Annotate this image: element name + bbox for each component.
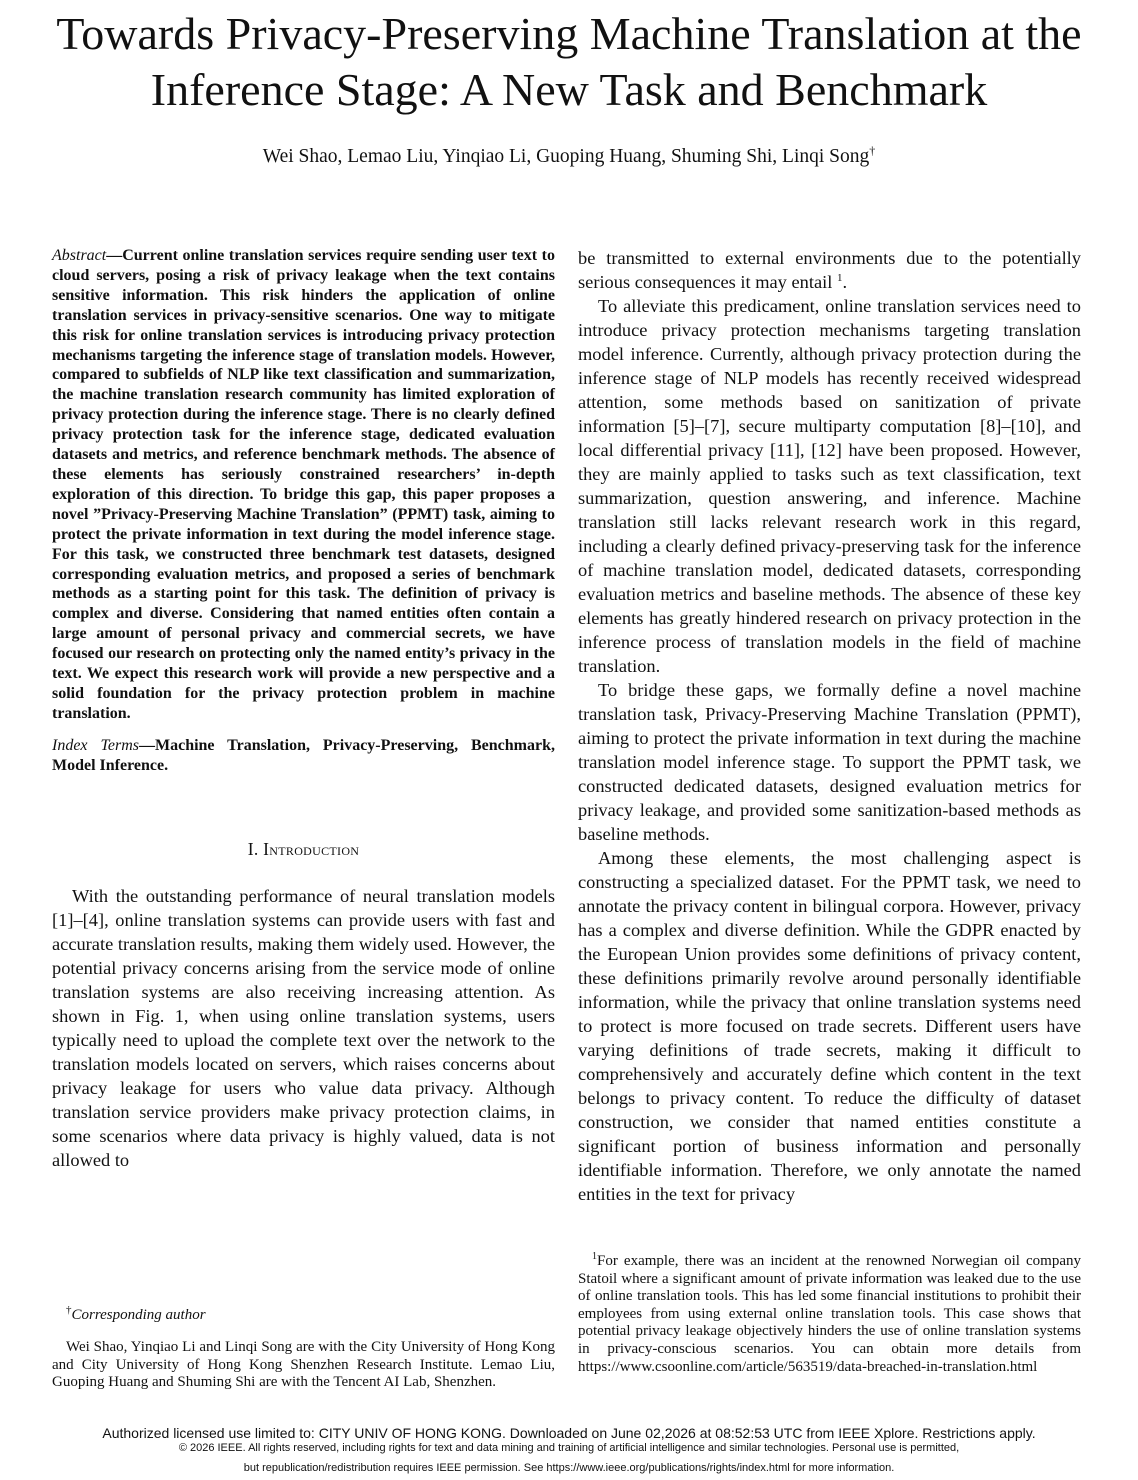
- footnote-ref-1: 1: [836, 271, 843, 284]
- corresponding-author-note: [52, 1302, 555, 1325]
- footnote-1: [578, 1248, 1081, 1376]
- license-notice: Authorized licensed use limited to: CITY UNIV OF HONG KONG. Downloaded on June 02,2026 at 08:52:53 UTC from IEEE Xplore. Restrictions apply.: [102, 1425, 1036, 1441]
- right-paragraph-4: Among these elements, the most challenging aspect is constructing a specialized dataset. For the PPMT task, we need to annotate the privacy content in bilingual corpora. However, privacy has a complex and diverse definition. While the GDPR enacted by the European Union provides some definitions of privacy content, these definitions primarily revolve around personally identifiable information, while the privacy that online translation systems need to protect is more focused on trade secrets. Different users have varying definitions of trade secrets, making it difficult to comprehensively and accurately define which content in the text belongs to privacy content. To reduce the difficulty of dataset construction, we consider that named entities constitute a significant portion of business information and personally identifiable information. Therefore, we only annotate the named entities in the text for privacy: [578, 848, 1081, 1204]
- index-terms: [52, 736, 555, 776]
- corresponding-mark: †: [869, 143, 876, 158]
- section-heading-text: I. Introduction: [247, 838, 360, 859]
- abstract: [52, 246, 555, 724]
- right-paragraph-3: To bridge these gaps, we formally define a novel machine translation task, Privacy-Preserving Machine Translation (PPMT), aiming to protect the private information in text during the machine translation model inference stage. To support the PPMT task, we constructed dedicated datasets, designed evaluation metrics for privacy leakage, and provided some sanitization-based methods as baseline methods.: [578, 680, 1081, 844]
- abstract-text: Current online translation services require sending user text to cloud servers, posing a risk of privacy leakage when the text contains sensitive information. This risk hinders the application of online translation services in privacy-sensitive scenarios. One way to mitigate this risk for online translation services is introducing privacy protection mechanisms targeting the inference stage of translation models. However, compared to subfields of NLP like text classification and summarization, the machine translation research community has limited exploration of privacy protection during the inference stage. There is no clearly defined privacy protection task for the inference stage, dedicated evaluation datasets and metrics, and reference benchmark methods. The absence of these elements has seriously constrained researchers’ in-depth exploration of this direction. To bridge this gap, this paper proposes a novel ”Privacy-Preserving Machine Translation” (PPMT) task, aiming to protect the private information in text during the model inference stage. For this task, we constructed three benchmark test datasets, designed corresponding evaluation metrics, and proposed a series of benchmark methods as a starting point for this task. The definition of privacy is complex and diverse. Considering that named entities often contain a large amount of personal privacy and commercial secrets, we have focused our research on protecting only the named entity’s privacy in the text. We expect this research work will provide a new perspective and a solid foundation for the privacy protection problem in machine translation.: [52, 247, 555, 722]
- abstract-dash: —: [106, 247, 123, 264]
- footnote-1-text: For example, there was an incident at the renowned Norwegian oil company Statoil where a significant amount of private information was leaked due to the use of online translation tools. This has led some financial institutions to prohibit their employees from using external online translation tools. This case shows that potential privacy leakage objectively hinders the use of online translation systems in privacy-conscious scenarios. You can obtain more details from https://www.csoonline.com/article/563519/data-breached-in-translation.html: [578, 1253, 1081, 1375]
- intro-paragraph: With the outstanding performance of neural translation models [1]–[4], online translation systems can provide users with fast and accurate translation results, making them widely used. However, the potential privacy concerns arising from the service mode of online translation systems are also receiving increasing attention. As shown in Fig. 1, when using online translation systems, users typically need to upload the complete text over the network to the translation models located on servers, which raises concerns about privacy leakage for users who value data privacy. Although translation service providers make privacy protection claims, in some scenarios where data privacy is highly valued, data is not allowed to: [52, 885, 555, 1170]
- index-terms-label: Index Terms: [52, 736, 139, 754]
- affiliation-note: Wei Shao, Yinqiao Li and Linqi Song are with the City University of Hong Kong and City University of Hong Kong Shenzhen Research Institute. Lemao Liu, Guoping Huang and Shuming Shi are with the Tencent AI Lab, Shenzhen.: [52, 1339, 555, 1390]
- index-terms-text: Machine Translation, Privacy-Preserving, Benchmark, Model Inference.: [52, 736, 555, 774]
- right-paragraph-1-end: .: [842, 272, 848, 292]
- authors-names: Wei Shao, Lemao Liu, Yinqiao Li, Guoping Huang, Shuming Shi, Linqi Song: [262, 146, 870, 167]
- right-paragraph-1: [578, 246, 1081, 294]
- author-list: [20, 144, 1118, 170]
- section-heading: [52, 838, 555, 860]
- left-column: [52, 246, 555, 1172]
- abstract-label: Abstract: [52, 247, 107, 264]
- right-column: [578, 246, 1081, 1206]
- index-terms-dash: —: [138, 736, 155, 754]
- right-paragraph-2: To alleviate this predicament, online translation services need to introduce privacy protection mechanisms targeting translation model inference. Currently, although privacy protection during the inference stage of NLP models has recently received widespread attention, some methods based on sanitization of private information [5]–[7], secure multiparty computation [8]–[10], and local differential privacy [11], [12] have been proposed. However, they are mainly applied to tasks such as text classification, text summarization, question answering, and inference. Machine translation still lacks relevant research work in this regard, including a clearly defined privacy-preserving task for the inference of machine translation model, dedicated datasets, corresponding evaluation metrics and baseline methods. The absence of these key elements has greatly hindered research on privacy protection in the inference process of translation models in the field of machine translation.: [578, 296, 1081, 676]
- corresponding-note-mark: †: [66, 1304, 72, 1316]
- corresponding-note-text: Corresponding author: [71, 1307, 206, 1323]
- paper-title: Towards Privacy-Preserving Machine Translation at the Inference Stage: A New Task and Benchmark: [56, 8, 1082, 115]
- footnote-1-mark: 1: [592, 1251, 597, 1262]
- permission-notice: but republication/redistribution requires IEEE permission. See https://www.ieee.org/publications/rights/index.html for more information.: [243, 1462, 895, 1474]
- copyright-notice: © 2026 IEEE. All rights reserved, including rights for text and data mining and training of artificial intelligence and similar technologies. Personal use is permitted,: [178, 1442, 960, 1454]
- right-paragraph-1-text: be transmitted to external environments due to the potentially serious consequences it may entail: [578, 248, 1081, 292]
